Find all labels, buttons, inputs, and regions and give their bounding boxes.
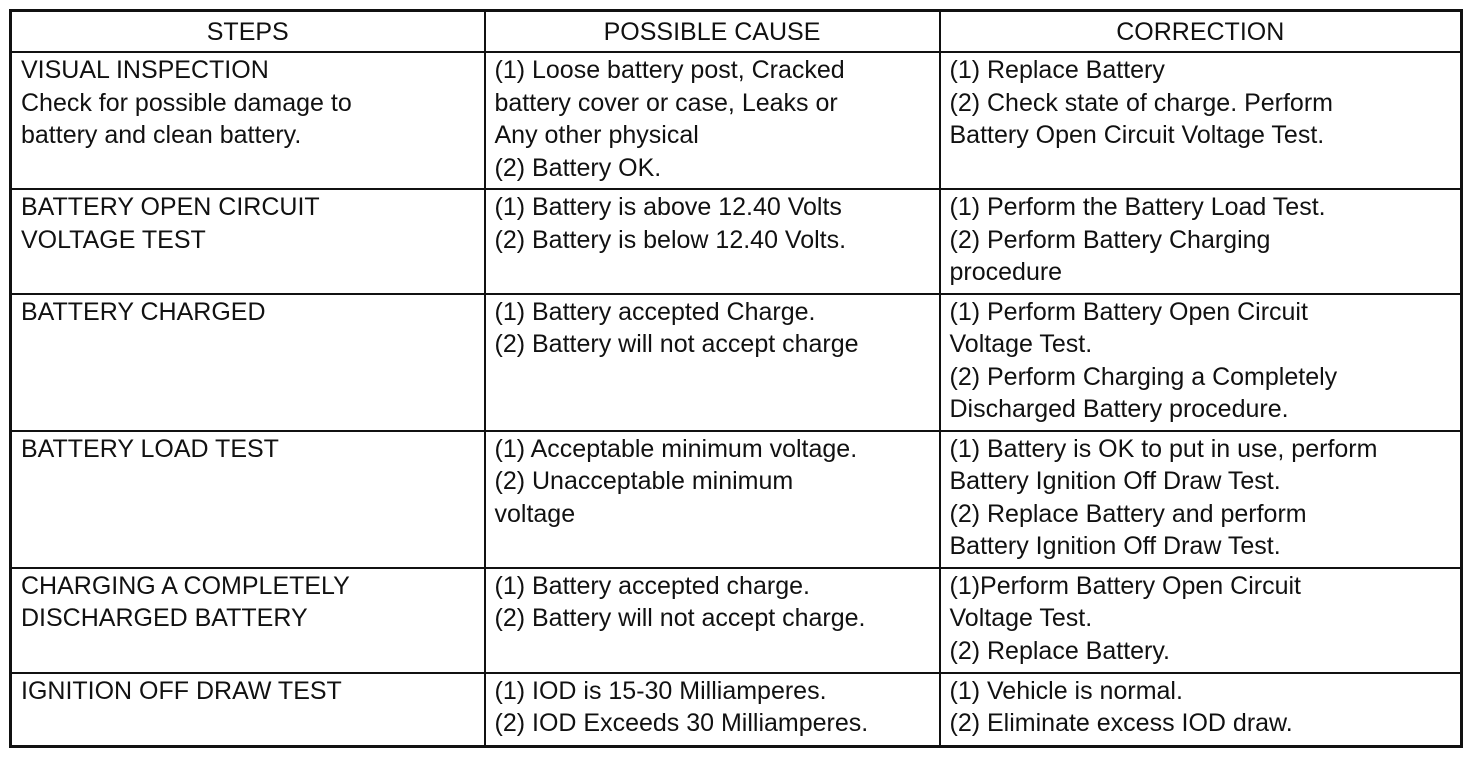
step-text: battery and clean battery.	[21, 121, 302, 149]
step-cell	[11, 673, 485, 747]
step-text: CHARGING A COMPLETELY	[21, 571, 350, 600]
correction-text: Battery Ignition Off Draw Test.	[949, 532, 1281, 560]
cause-text: Any other physical	[494, 121, 699, 149]
cause-cell	[485, 189, 940, 294]
step-text: IGNITION OFF DRAW TEST	[21, 676, 342, 705]
cause-cell	[485, 52, 940, 189]
correction-text: Battery Open Circuit Voltage Test.	[949, 121, 1325, 149]
step-cell	[11, 431, 485, 568]
correction-text: (1) Replace Battery	[949, 56, 1165, 84]
step-text: VISUAL INSPECTION	[21, 56, 269, 84]
correction-cell	[940, 52, 1462, 189]
cause-text: (2) Battery OK.	[494, 153, 662, 182]
cause-text: (2) Battery is below 12.40 Volts.	[494, 225, 847, 254]
correction-cell	[940, 189, 1462, 294]
correction-text: (2) Perform Charging a Completely	[949, 362, 1338, 391]
step-text: BATTERY OPEN CIRCUIT	[21, 193, 320, 221]
correction-text: (1) Perform Battery Open Circuit	[949, 297, 1308, 326]
table-row-ignition-off-draw-test	[11, 673, 1462, 747]
cause-cell	[485, 431, 940, 568]
step-text: BATTERY CHARGED	[21, 297, 266, 326]
step-text: BATTERY LOAD TEST	[21, 434, 279, 463]
cause-text: (1) Battery is above 12.40 Volts	[494, 193, 842, 221]
correction-text: (1)Perform Battery Open Circuit	[949, 571, 1301, 600]
correction-text: procedure	[949, 258, 1063, 286]
header-steps: STEPS	[11, 11, 485, 53]
cause-text: (1) Battery accepted Charge.	[494, 297, 816, 326]
cause-text: (1) Battery accepted charge.	[494, 571, 810, 600]
cause-cell	[485, 673, 940, 747]
correction-cell	[940, 673, 1462, 747]
header-correction: CORRECTION	[940, 11, 1462, 53]
header-row	[11, 11, 1462, 53]
battery-diagnosis-table	[9, 9, 1463, 748]
correction-text: (1) Vehicle is normal.	[949, 676, 1183, 705]
correction-text: Voltage Test.	[949, 330, 1093, 358]
cause-text: (2) IOD Exceeds 30 Milliamperes.	[494, 709, 869, 737]
correction-text: (2) Check state of charge. Perform	[949, 88, 1333, 117]
cause-cell	[485, 568, 940, 673]
correction-text: (2) Replace Battery and perform	[949, 499, 1307, 528]
correction-text: (2) Replace Battery.	[949, 636, 1170, 665]
table-row-charging-discharged-battery	[11, 568, 1462, 673]
correction-cell	[940, 568, 1462, 673]
step-cell	[11, 52, 485, 189]
correction-text: (1) Perform the Battery Load Test.	[949, 193, 1326, 221]
cause-cell	[485, 294, 940, 431]
table-row-battery-load-test	[11, 431, 1462, 568]
cause-text: (2) Battery will not accept charge.	[494, 604, 866, 632]
table-row-visual-inspection	[11, 52, 1462, 189]
table-row-open-circuit-voltage-test	[11, 189, 1462, 294]
cause-text: (2) Battery will not accept charge	[494, 330, 859, 358]
correction-text: (2) Eliminate excess IOD draw.	[949, 709, 1293, 737]
table-row-battery-charged	[11, 294, 1462, 431]
cause-text: (1) Acceptable minimum voltage.	[494, 434, 858, 463]
correction-cell	[940, 294, 1462, 431]
cause-text: battery cover or case, Leaks or	[494, 88, 838, 117]
cause-text: (1) IOD is 15-30 Milliamperes.	[494, 676, 827, 705]
cause-text: (2) Unacceptable minimum	[494, 467, 794, 495]
step-cell	[11, 189, 485, 294]
header-possible-cause: POSSIBLE CAUSE	[485, 11, 940, 53]
correction-text: Battery Ignition Off Draw Test.	[949, 467, 1281, 495]
step-text: DISCHARGED BATTERY	[21, 604, 308, 632]
step-cell	[11, 568, 485, 673]
step-text: VOLTAGE TEST	[21, 225, 206, 254]
step-cell	[11, 294, 485, 431]
cause-text: voltage	[494, 499, 576, 528]
correction-text: (1) Battery is OK to put in use, perform	[949, 434, 1378, 463]
correction-text: Discharged Battery procedure.	[949, 395, 1289, 423]
correction-text: Voltage Test.	[949, 604, 1093, 632]
correction-text: (2) Perform Battery Charging	[949, 225, 1271, 254]
correction-cell	[940, 431, 1462, 568]
step-text: Check for possible damage to	[21, 88, 352, 117]
cause-text: (1) Loose battery post, Cracked	[494, 56, 845, 84]
